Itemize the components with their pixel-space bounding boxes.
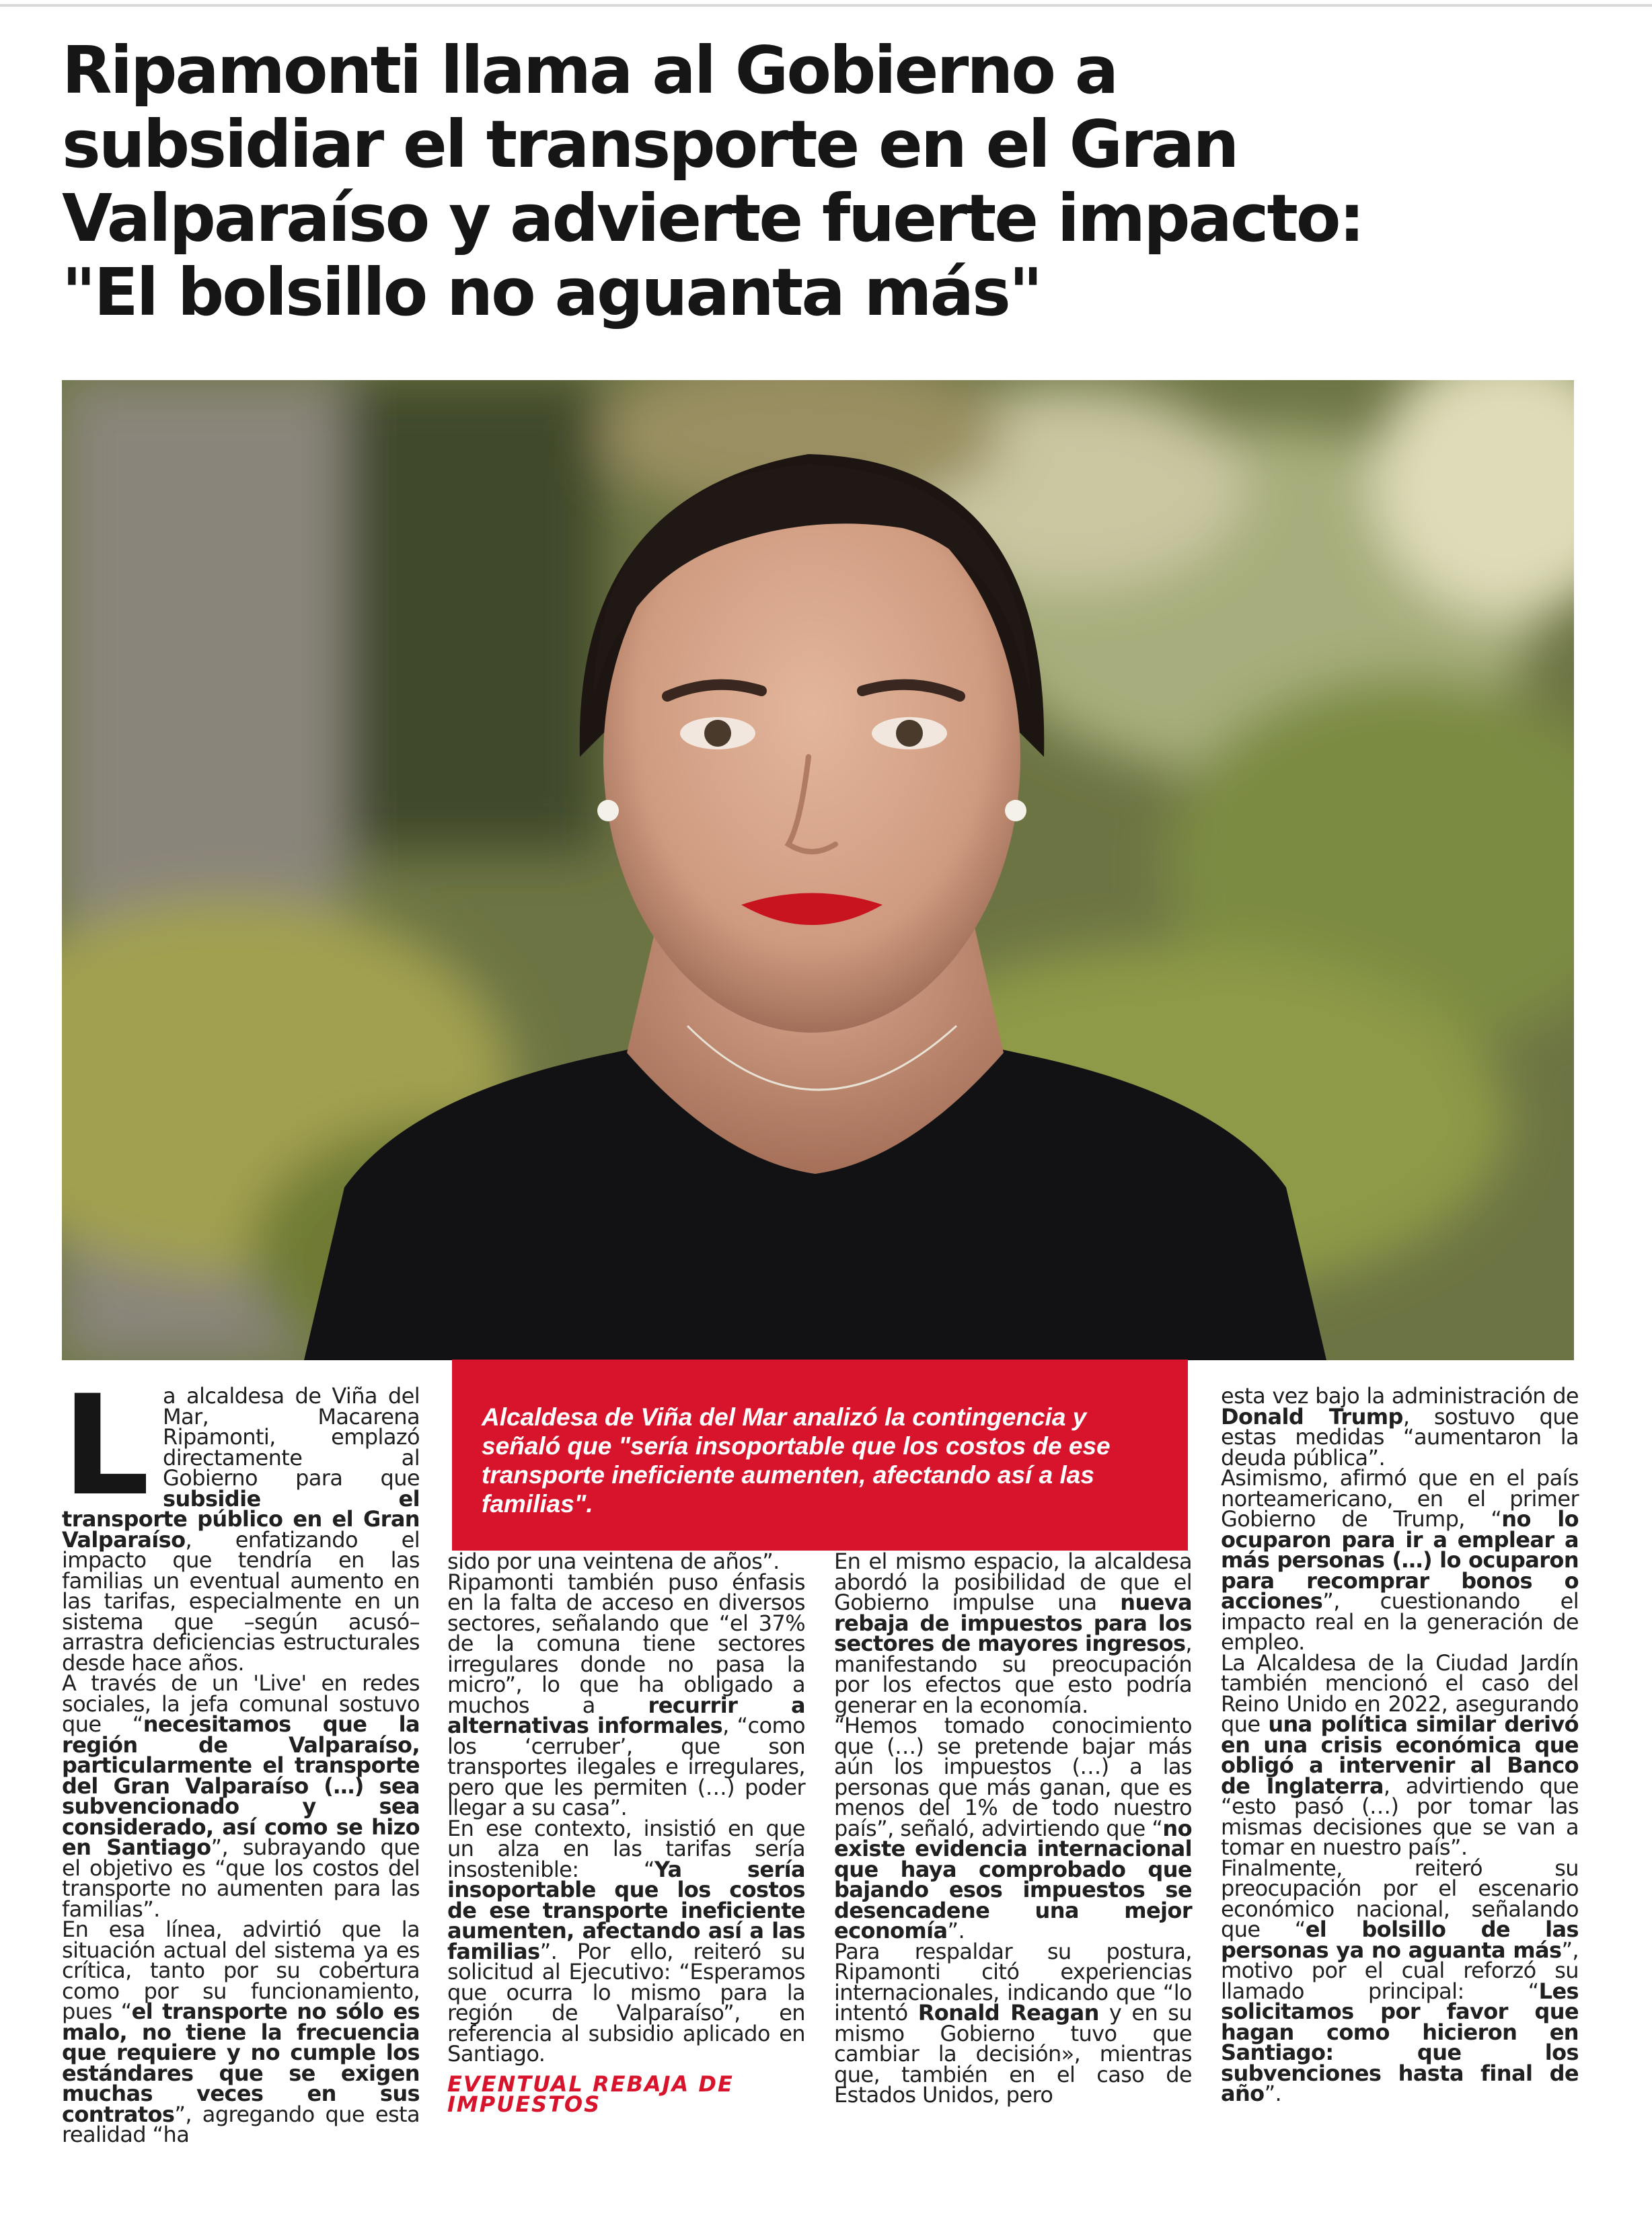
article-photo	[62, 380, 1574, 1360]
article-column-1	[62, 1366, 420, 2147]
drop-cap: L	[62, 1366, 150, 1526]
body-text: , manifestando su preocupación por los efectos que esto podría generar en la economía.	[834, 1631, 1192, 1718]
body-text: ”, cuestionando el impacto real en la generación de empleo.	[1221, 1588, 1579, 1655]
bold-text: el bolsillo de las personas ya no aguanta más	[1221, 1917, 1579, 1963]
bold-text: no lo ocuparon para ir a emplear a más personas (…) lo ocuparon para recomprar bonos o acciones	[1221, 1506, 1579, 1614]
body-text: Asimismo, afirmó que en el país norteamericano, en el primer Gobierno de Trump, “	[1221, 1465, 1579, 1532]
bold-text: Ya sería insoportable que los costos de ese transporte ineficiente aumenten, afectando así a las familias	[447, 1856, 805, 1964]
body-text: Finalmente, reiteró su preocupación por el escenario económico nacional, señalando que “	[1221, 1855, 1579, 1942]
headline-line: Ripamonti llama al Gobierno a	[62, 32, 1117, 108]
article-column-2	[447, 1551, 805, 2115]
body-text: En ese contexto, insistió en que un alza en las tarifas sería insostenible: “	[447, 1815, 805, 1882]
body-text: , “como los ‘cerruber’, que son transportes ilegales e irregulares, pero que les permiten (…) poder llegar a su casa”.	[447, 1713, 805, 1820]
body-text: A través de un 'Live' en redes sociales, la jefa comunal sostuvo que “	[62, 1670, 420, 1737]
body-text: “Hemos tomado conocimiento que (…) se pretende bajar más aún los impuestos (…) a las personas que más ganan, que es menos del 1% de todo nuestro país”, señaló, advirtiendo que “	[834, 1713, 1192, 1841]
body-text: , advirtiendo que “esto pasó (…) por tomar las mismas decisiones que se van a tomar en nuestro país”.	[1221, 1773, 1579, 1860]
body-text: a alcaldesa de Viña del Mar, Macarena Ripamonti, emplazó directamente al Gobierno para que	[163, 1383, 420, 1491]
portrait-illustration	[62, 380, 1574, 1360]
body-text: , enfatizando el impacto que tendría en las familias un eventual aumento en las tarifas, especialmente en un sistema que –según acusó– arrastra deficiencias estructurales desde hace años.	[62, 1526, 420, 1676]
body-paragraph	[1221, 1383, 1579, 1471]
bold-text: recurrir a alternativas informales	[447, 1692, 805, 1738]
headline-line: Valparaíso y advierte fuerte impacto:	[62, 180, 1363, 256]
body-text: Para respaldar su postura, Ripamonti citó experiencias internacionales, indicando que “lo intentó	[834, 1938, 1192, 2026]
article-column-3	[834, 1551, 1192, 2106]
body-text: , sostuvo que estas medidas “aumentaron la deuda pública”.	[1221, 1403, 1579, 1471]
body-text: sido por una veintena de años”.	[447, 1549, 780, 1574]
body-text: esta vez bajo la administración de	[1221, 1383, 1579, 1409]
body-text: ”.	[1264, 2081, 1282, 2106]
top-rule	[0, 4, 1652, 7]
bold-text: el transporte no sólo es malo, no tiene la frecuencia que requiere y no cumple los estándares que se exigen muchas veces en sus contratos	[62, 1999, 420, 2127]
bold-text: subsidie el transporte público en el Gran Valparaíso	[62, 1485, 420, 1553]
body-paragraph	[834, 1938, 1193, 2108]
bold-text: no existe evidencia internacional que haya comprobado que bajando esos impuestos se desencadene una mejor economía	[834, 1815, 1192, 1943]
bold-text: Ronald Reagan	[917, 2000, 1099, 2026]
body-text: ”, motivo por el cual reforzó su llamado principal: “	[1221, 1937, 1579, 2004]
body-text: ”, subrayando que el objetivo es “que los costos del transporte no aumenten para las familias”.	[62, 1834, 420, 1922]
bold-text: nueva rebaja de impuestos para los sectores de mayores ingresos	[834, 1590, 1192, 1656]
body-paragraph	[1221, 1649, 1579, 1860]
body-paragraph	[834, 1549, 1192, 1718]
body-paragraph	[447, 1815, 805, 2067]
body-text: La Alcaldesa de la Ciudad Jardín también mencionó el caso del Reino Unido en 2022, asegurando que	[1221, 1649, 1579, 1737]
headline	[62, 34, 1589, 330]
body-paragraph	[62, 1670, 420, 1922]
bold-text: Les solicitamos por favor que hagan como hicieron en Santiago: que los subvenciones hasta final de año	[1221, 1978, 1579, 2106]
body-text: y en su mismo Gobierno tuvo que cambiar la decisión», mientras que, también en el caso de Estados Unidos, pero	[834, 2000, 1193, 2108]
article-column-4	[1221, 1383, 1579, 2106]
body-paragraph	[834, 1715, 1192, 1941]
bold-text: necesitamos que la región de Valparaíso, particularmente el transporte del Gran Valparaíso (…) sea subvencionado y sea considerado, así como se hizo en Santiago	[62, 1711, 420, 1860]
body-paragraph	[447, 1569, 805, 1820]
body-text: Ripamonti también puso énfasis en la falta de acceso en diversos sectores, señalando que “el 37% de la comuna tiene sectores irregulares donde no pasa la micro”, lo que ha obligado a muchos a	[447, 1569, 805, 1718]
body-text: ”. Por ello, reiteró su solicitud al Ejecutivo: “Esperamos que ocurra lo mismo para la región de Valparaíso”, en referencia al subsidio aplicado en Santiago.	[447, 1938, 805, 2067]
body-text: ”.	[947, 1918, 965, 1943]
section-subhead: EVENTUAL REBAJA DE IMPUESTOS	[447, 2071, 734, 2117]
body-paragraph	[1221, 1465, 1579, 1655]
body-paragraph	[1221, 1855, 1579, 2106]
caption-text: Alcaldesa de Viña del Mar analizó la contingencia y señaló que "sería insoportable que los costos de ese transporte ineficiente aumenten, afectando así a las familias".	[482, 1403, 1111, 1518]
body-text: En el mismo espacio, la alcaldesa abordó la posibilidad de que el Gobierno impulse una	[834, 1549, 1192, 1615]
body-paragraph	[62, 1919, 420, 2145]
body-text: ”, agregando que esta realidad “ha	[62, 2101, 420, 2147]
photo-caption	[452, 1360, 1188, 1551]
bold-text: una política similar derivó en una crisis económica que obligó a intervenir al Banco de Inglaterra	[1221, 1711, 1579, 1799]
headline-line: subsidiar el transporte en el Gran	[62, 106, 1238, 182]
headline-line: "El bolsillo no aguanta más"	[62, 254, 1041, 330]
bold-text: Donald Trump	[1221, 1403, 1403, 1429]
body-text: En esa línea, advirtió que la situación actual del sistema ya es crítica, tanto por su cobertura como por su funcionamiento, pues “	[62, 1917, 420, 2024]
